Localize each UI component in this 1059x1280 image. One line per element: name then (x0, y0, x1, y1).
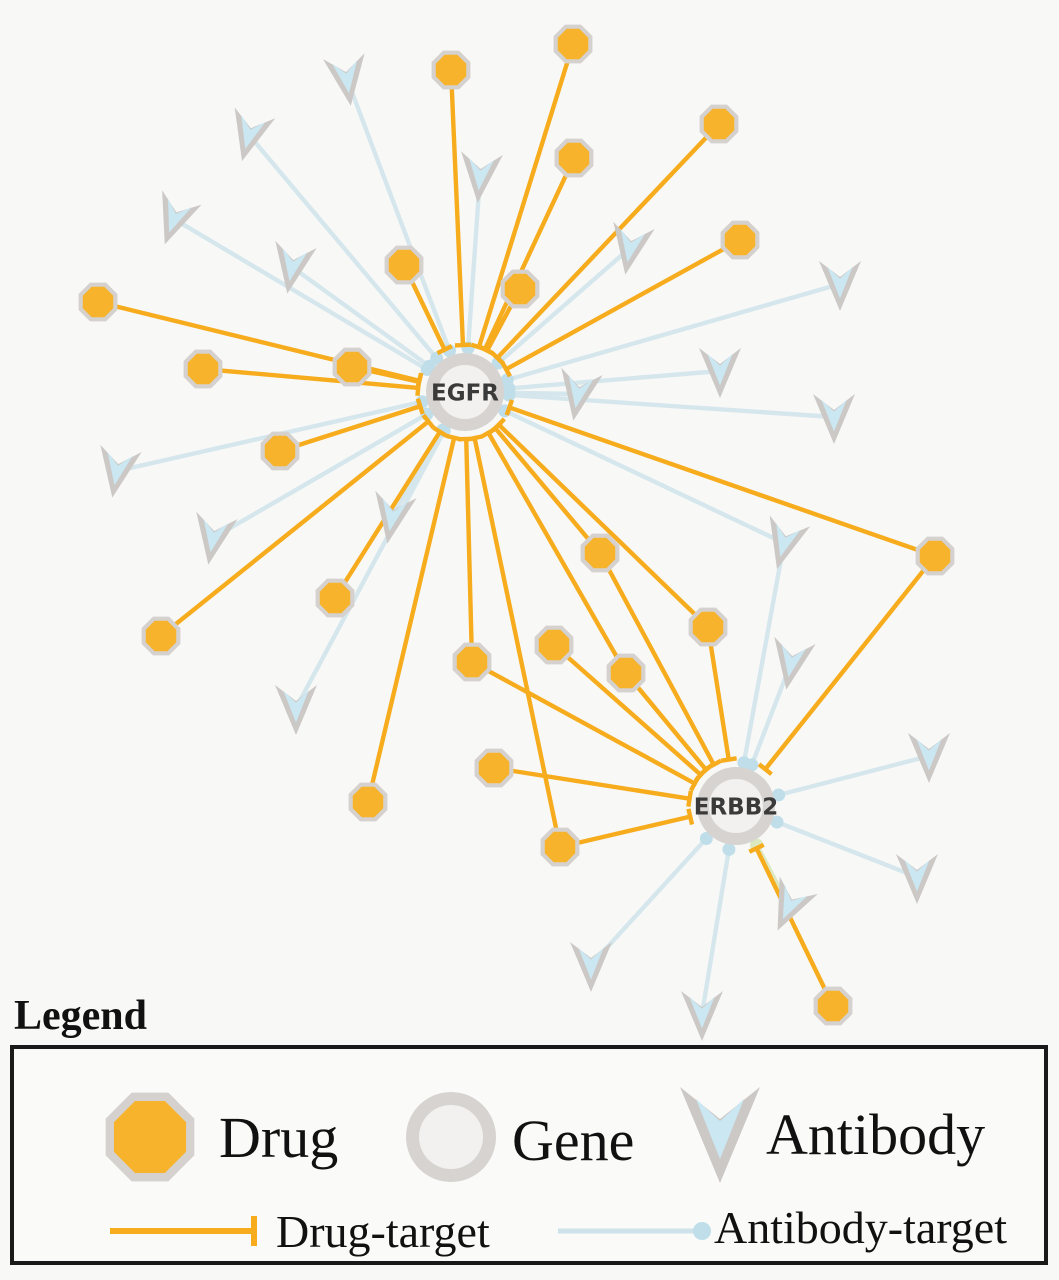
edge-bibw2992-erbb2 (560, 817, 690, 847)
antibody-chevron-icon (275, 685, 317, 735)
legend-drug-label: Drug (219, 1105, 339, 1170)
drug-octagon-fill (320, 583, 350, 613)
drug-octagon-fill (188, 354, 218, 384)
drug-octagon-fill (539, 630, 569, 660)
antibody-node-zeptosens_5_33 (188, 512, 238, 569)
antibody-chevron-icon (570, 942, 612, 992)
gene-label-erbb2: ERBB2 (693, 794, 779, 821)
edge-end-tack-bibw2992-erbb2 (688, 809, 692, 825)
drug-node-saracatinib (79, 283, 118, 322)
drug-node-canertinib (607, 654, 646, 693)
edge-zeptosens_3_48-egfr (505, 411, 784, 543)
legend-antibody-label: Antibody (766, 1102, 986, 1167)
edge-neratinib-egfr (466, 439, 472, 662)
edge-end-tack-varlitinib-erbb2 (721, 758, 737, 760)
edge-rppa_egfr-egfr (507, 284, 840, 380)
edge-flavopiridol-egfr (497, 124, 719, 358)
edge-mubritinib-erbb2 (757, 848, 833, 1006)
antibody-chevron-icon (672, 1079, 768, 1191)
antibody-node-zeptosens_1_85 (323, 53, 372, 108)
antibody-chevron-icon (759, 876, 818, 939)
drug-node-lapatinib (581, 534, 620, 573)
antibody-node-cab000035 (92, 445, 142, 502)
antibody-chevron-icon (605, 222, 655, 279)
antibody-chevron-icon (457, 151, 503, 204)
antibody-chevron-icon (896, 854, 938, 904)
drug-node-vandetanib (385, 246, 424, 285)
edge-end-dot-zeptosens_2_16-egfr (502, 388, 515, 401)
antibody-chevron-icon (323, 53, 372, 108)
antibody-node-zeptosens_4_49 (553, 368, 603, 425)
drug-octagon-fill (545, 832, 575, 862)
edge-trastuzumab-erbb2 (494, 768, 690, 799)
antibody-node-rppa_her2_py1248 (896, 854, 938, 904)
edge-n4_3br-egfr (451, 70, 463, 345)
drug-octagon-icon (98, 1085, 202, 1189)
drug-octagon-fill (436, 55, 466, 85)
drug-octagon-fill (559, 143, 589, 173)
antibody-node-rppa_egfr_py1173 (275, 685, 317, 735)
edge-varlitinib-egfr (499, 425, 708, 627)
edge-rppa_her2_py1248-erbb2 (777, 822, 917, 877)
antibody-chevron-icon (766, 637, 816, 694)
legend-title: Legend (14, 993, 148, 1039)
drug-node-gefitinib (184, 350, 223, 389)
antibody-node-cab020416 (759, 876, 818, 939)
drug-node-dovitinib (555, 139, 594, 178)
drug-node-erlotinib (333, 348, 372, 387)
drug-target-edge-icon (106, 1209, 271, 1253)
drug-node-afatinib (916, 537, 955, 576)
antibody-chevron-icon (145, 190, 202, 251)
drug-node-cetuximab (501, 270, 540, 309)
drug-node-neratinib (453, 643, 492, 682)
edge-zeptosens_2_16-egfr (509, 395, 834, 417)
drug-octagon-fill (265, 436, 295, 466)
drug-node-necitumumab (721, 221, 760, 260)
drug-octagon-fill (337, 352, 367, 382)
antibody-chevron-icon (188, 512, 238, 569)
drug-octagon-fill (146, 621, 176, 651)
antibody-node-cab000043 (681, 991, 723, 1041)
legend-antibody-target-label: Antibody-target (714, 1202, 1007, 1253)
drug-node-n4_3br (432, 51, 471, 90)
edge-cab000043-erbb2 (702, 849, 729, 1014)
drug-node-pelitinib (554, 25, 593, 64)
drug-octagon-fill (353, 787, 383, 817)
drug-octagon-fill (457, 647, 487, 677)
drug-node-zalutumumab (261, 432, 300, 471)
edge-hpa018530-egfr (509, 371, 720, 388)
drug-octagon-fill (585, 538, 615, 568)
antibody-node-hpa001383 (570, 942, 612, 992)
gene-node-egfr (426, 353, 504, 431)
gene-label-egfr: EGFR (430, 380, 500, 407)
drug-octagon-fill (505, 274, 535, 304)
antibody-target-edge-icon (554, 1209, 719, 1253)
antibody-chevron-icon (681, 991, 723, 1041)
drug-octagon-fill (725, 225, 755, 255)
drug-octagon-fill (479, 753, 509, 783)
antibody-node-hpa001200 (145, 190, 202, 251)
drug-node-s3_4a (142, 617, 181, 656)
drug-node-mubritinib (814, 987, 853, 1026)
drug-octagon-fill (389, 250, 419, 280)
drug-node-bibw2992 (541, 828, 580, 867)
antibody-chevron-icon (553, 368, 603, 425)
legend-gene-label: Gene (512, 1108, 635, 1173)
drug-octagon-fill (818, 991, 848, 1021)
antibody-chevron-icon (92, 445, 142, 502)
drug-node-flavopiridol (700, 105, 739, 144)
drug-node-pertuzumab (535, 626, 574, 665)
edge-rppa_her2-erbb2 (779, 756, 929, 795)
antibody-node-zeptosens_1_51 (605, 222, 655, 279)
drug-octagon-fill (704, 109, 734, 139)
drug-octagon-fill (558, 29, 588, 59)
drug-node-varlitinib (689, 608, 728, 647)
antibody-node-zeptosens_1_70 (766, 637, 816, 694)
drug-octagon-fill (83, 287, 113, 317)
legend-drug-target-label: Drug-target (276, 1206, 490, 1257)
edge-hpa001200-egfr (174, 219, 427, 370)
antibody-chevron-icon (813, 394, 855, 444)
drug-octagon-fill (693, 612, 723, 642)
edge-afatinib-egfr (509, 407, 935, 556)
drug-node-lidocaine (349, 783, 388, 822)
antibody-node-zeptosens_3_48 (757, 515, 811, 574)
edge-end-tack-n4_3br-egfr (455, 345, 471, 346)
antibody-node-zeptosens_2_16 (813, 394, 855, 444)
drug-node-panitumumab (316, 579, 355, 618)
gene-circle-icon (399, 1085, 503, 1189)
edge-end-tack-trastuzumab-erbb2 (688, 791, 690, 807)
drug-octagon-fill (920, 541, 950, 571)
antibody-node-zeptosens_1_64 (457, 151, 503, 204)
drug-node-trastuzumab (475, 749, 514, 788)
antibody-chevron-icon (757, 515, 811, 574)
legend-box (10, 1045, 1048, 1265)
drug-octagon-fill (611, 658, 641, 688)
edge-varlitinib-erbb2 (708, 627, 729, 760)
